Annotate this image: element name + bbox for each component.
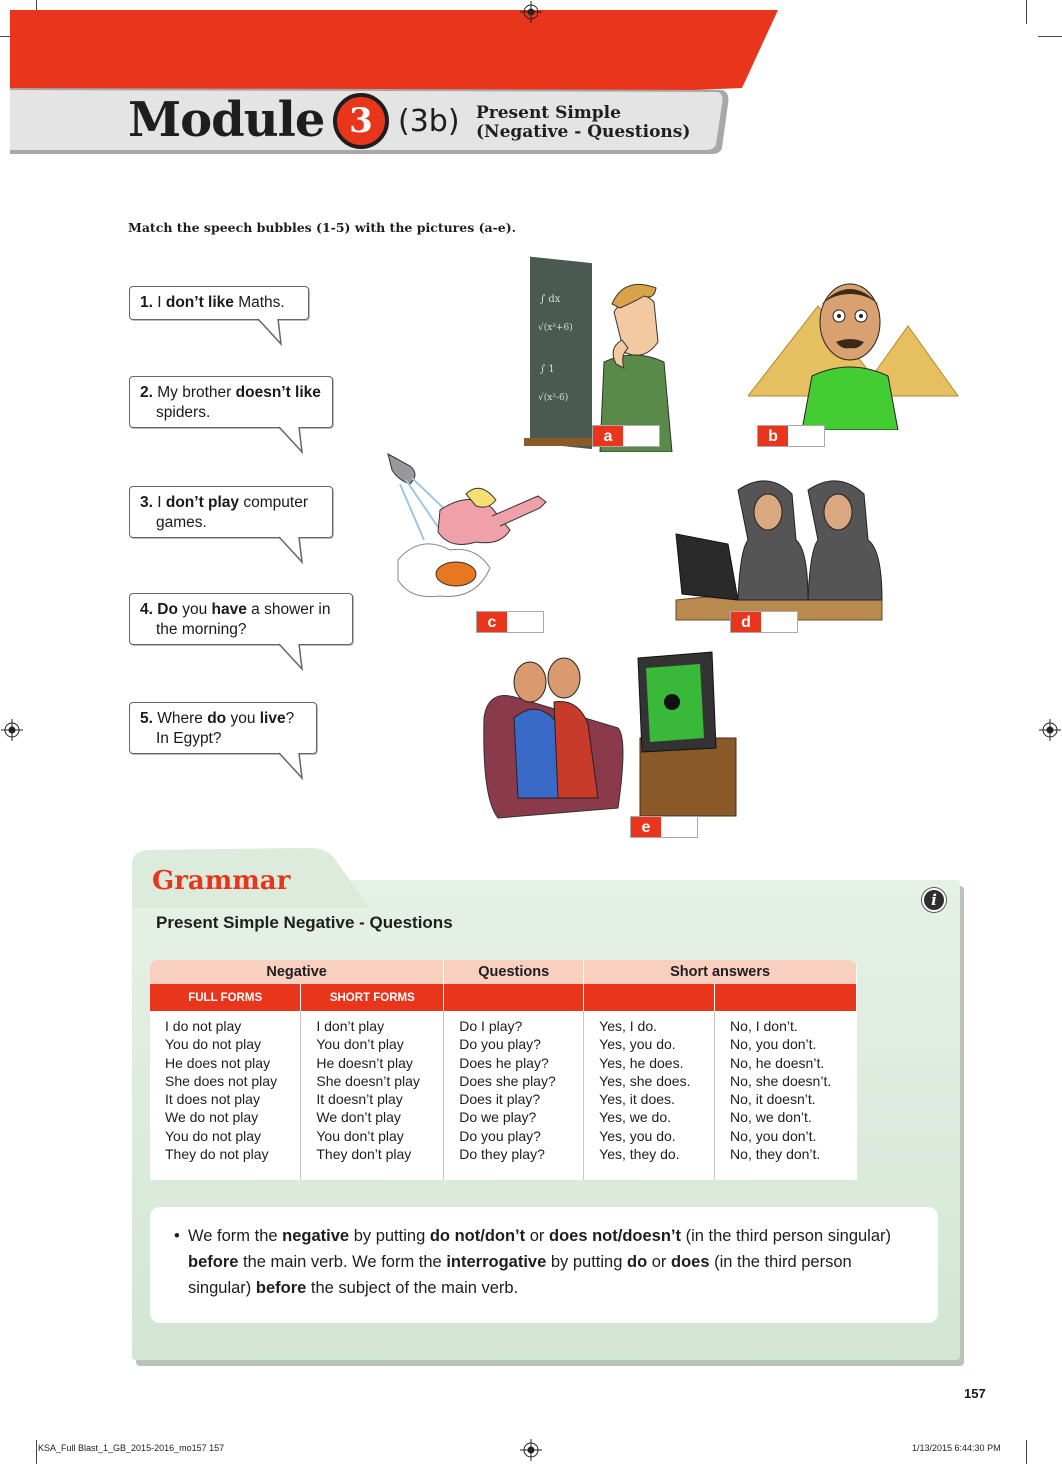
rule-keyword: before [188, 1253, 239, 1271]
table-cell-line: You do not play [165, 1036, 262, 1053]
module-number-badge: 3 [333, 93, 389, 149]
module-heading: Module [128, 92, 325, 148]
speech-bubble-1 [129, 286, 309, 320]
table-cell-line: They don’t play [316, 1146, 412, 1163]
bubble-keyword: don’t play [165, 494, 240, 511]
rule-text-run: the main verb. We form the [238, 1253, 447, 1271]
bubble-keyword: do [207, 710, 227, 727]
table-cell-line: Yes, it does. [599, 1091, 675, 1108]
bubble-number: 3. [140, 494, 153, 511]
grammar-heading: Grammar [152, 866, 291, 896]
subheader-empty [715, 984, 857, 1011]
speech-bubble-3 [129, 486, 333, 538]
bubble-keyword: don’t like [165, 294, 234, 311]
answer-field[interactable] [623, 426, 659, 446]
subheader-full-forms: FULL FORMS [150, 984, 301, 1011]
crop-mark [1026, 1440, 1027, 1464]
subheader-empty [444, 984, 584, 1011]
no-answers-column [715, 1011, 857, 1180]
exercise-instruction: Match the speech bubbles (1-5) with the pictures (a-e). [128, 220, 517, 235]
rule-text-run: (in the third person singular) [680, 1227, 892, 1245]
bubble-text-run: computer [239, 494, 308, 511]
subheader-short-forms: SHORT FORMS [301, 984, 444, 1011]
table-cell-line: They do not play [165, 1146, 269, 1163]
subheader-empty [584, 984, 715, 1011]
table-cell-line: Yes, we do. [599, 1109, 672, 1126]
table-cell-line: Does it play? [459, 1091, 541, 1108]
bubble-tail [277, 426, 307, 454]
rule-text-run: (in the third person singular) [188, 1253, 852, 1297]
table-cell-line: She does not play [165, 1072, 278, 1089]
table-cell-line: No, she doesn’t. [730, 1072, 832, 1089]
picture-a-illustration [524, 252, 674, 452]
grammar-rule-box [150, 1207, 938, 1323]
picture-label: c [477, 612, 507, 632]
table-cell-line: No, he doesn’t. [730, 1054, 825, 1071]
info-icon[interactable]: i [922, 888, 946, 912]
bubble-text-run: you [177, 601, 212, 618]
table-cell-line: No, it doesn’t. [730, 1091, 816, 1108]
bubble-text-run: you [226, 710, 260, 727]
bubble-text-run: Maths. [233, 294, 285, 311]
rule-text-run: or [647, 1253, 672, 1271]
table-cell-line: You do not play [165, 1127, 262, 1144]
rule-keyword: do not/don’t [429, 1227, 526, 1245]
picture-b-illustration [748, 266, 960, 430]
table-cell-line: Do I play? [459, 1018, 523, 1034]
bubble-text-run: ? [285, 710, 295, 727]
header-short-answers: Short answers [584, 960, 857, 984]
rule-keyword: does [671, 1253, 710, 1271]
table-cell-line: It does not play [165, 1091, 260, 1108]
table-cell-line: You don’t play [316, 1036, 404, 1053]
answer-field[interactable] [788, 426, 824, 446]
picture-label: b [758, 426, 788, 446]
table-cell-line: I don’t play [316, 1018, 385, 1034]
short-forms-column [301, 1011, 444, 1180]
bubble-keyword: Do [157, 601, 178, 618]
bubble-line-2: games. [156, 514, 207, 531]
svg-text:√(x²+6): √(x²+6) [538, 323, 573, 333]
table-cell-line: Do you play? [459, 1127, 541, 1144]
table-cell-line: Yes, you do. [599, 1036, 676, 1053]
answer-box-c[interactable] [476, 611, 544, 633]
registration-mark-icon [1038, 718, 1062, 742]
full-forms-column [150, 1011, 301, 1180]
table-cell-line: She doesn’t play [316, 1072, 420, 1089]
answer-field[interactable] [761, 612, 797, 632]
table-cell-line: Yes, he does. [599, 1054, 684, 1071]
crop-mark [36, 1440, 37, 1464]
registration-mark-icon [0, 718, 24, 742]
bubble-line-2: In Egypt? [156, 730, 222, 747]
svg-text:∫ dx: ∫ dx [540, 294, 561, 305]
bubble-keyword: have [211, 601, 247, 618]
rule-text-run: by putting [349, 1227, 430, 1245]
page-number: 157 [964, 1386, 986, 1401]
bubble-keyword: doesn’t like [235, 384, 321, 401]
header-questions: Questions [444, 960, 584, 984]
table-cell-line: No, they don’t. [730, 1146, 821, 1163]
bubble-text-run: My brother [152, 384, 236, 401]
lesson-title-line: Present Simple [476, 103, 621, 123]
bubble-number: 5. [140, 710, 153, 727]
speech-bubble-2 [129, 376, 333, 428]
rule-keyword: does not/doesn’t [548, 1227, 681, 1245]
rule-text-run: the subject of the main verb. [306, 1279, 519, 1297]
answer-box-e[interactable] [630, 816, 698, 838]
yes-answers-column [584, 1011, 715, 1180]
table-cell-line: Yes, she does. [599, 1072, 691, 1089]
bubble-number: 4. [140, 601, 153, 618]
picture-d-illustration [668, 470, 890, 630]
table-cell-line: We do not play [165, 1109, 259, 1126]
lesson-title [476, 104, 690, 142]
table-cell-line: You don’t play [316, 1127, 404, 1144]
bubble-text-run: Where [152, 710, 208, 727]
picture-label: d [731, 612, 761, 632]
picture-label: e [631, 817, 661, 837]
grammar-rule-text [174, 1223, 914, 1301]
table-cell-line: No, you don’t. [730, 1036, 817, 1053]
table-cell-line: No, you don’t. [730, 1127, 817, 1144]
table-cell-line: He doesn’t play [316, 1054, 413, 1071]
table-cell-line: I do not play [165, 1018, 242, 1034]
rule-keyword: before [255, 1279, 307, 1297]
bubble-text-run: a shower in [246, 601, 331, 618]
picture-e-illustration [478, 648, 740, 820]
bubble-keyword: live [259, 710, 286, 727]
table-cell-line: Does he play? [459, 1054, 549, 1071]
table-cell-line: Do we play? [459, 1109, 537, 1126]
table-cell-line: No, I don’t. [730, 1018, 798, 1034]
bubble-line-2: the morning? [156, 621, 247, 638]
answer-box-a[interactable] [592, 425, 660, 447]
grammar-table [150, 960, 857, 1180]
questions-column [444, 1011, 584, 1180]
bubble-text-run: I [152, 494, 166, 511]
print-slug-filename: KSA_Full Blast_1_GB_2015-2016_mo157 157 [38, 1443, 225, 1453]
table-cell-line: It doesn’t play [316, 1091, 403, 1108]
table-cell-line: He does not play [165, 1054, 271, 1071]
rule-text-run: by putting [546, 1253, 627, 1271]
registration-mark-icon [519, 1438, 543, 1462]
rule-keyword: interrogative [446, 1253, 547, 1271]
table-cell-line: Do you play? [459, 1036, 541, 1053]
table-cell-line: Does she play? [459, 1072, 556, 1089]
svg-text:√(x²-6): √(x²-6) [538, 393, 569, 403]
lesson-code: (3b) [398, 104, 460, 139]
bullet-icon: • [174, 1227, 180, 1245]
table-cell-line: Do they play? [459, 1146, 545, 1163]
table-cell-line: Yes, you do. [599, 1127, 676, 1144]
svg-text:∫ 1: ∫ 1 [540, 364, 555, 375]
table-cell-line: Yes, I do. [599, 1018, 658, 1034]
rule-keyword: do [627, 1253, 648, 1271]
bubble-text-run: I [152, 294, 166, 311]
table-cell-line: Yes, they do. [599, 1146, 680, 1163]
speech-bubble-5 [129, 702, 317, 754]
speech-bubble-4 [129, 593, 353, 645]
answer-box-b[interactable] [757, 425, 825, 447]
grammar-subtitle: Present Simple Negative - Questions [156, 913, 453, 932]
rule-text-run: or [525, 1227, 549, 1245]
header-negative: Negative [150, 960, 444, 984]
bubble-tail [277, 752, 307, 780]
bubble-tail [277, 536, 307, 564]
picture-label: a [593, 426, 623, 446]
table-cell-line: No, we don’t. [730, 1109, 812, 1126]
lesson-title-line: (Negative - Questions) [476, 122, 691, 142]
rule-text-run: We form the [188, 1227, 283, 1245]
answer-field[interactable] [661, 817, 697, 837]
answer-field[interactable] [507, 612, 543, 632]
picture-c-illustration [380, 450, 550, 610]
bubble-number: 2. [140, 384, 153, 401]
bubble-tail [256, 318, 286, 346]
answer-box-d[interactable] [730, 611, 798, 633]
bubble-tail [277, 643, 307, 671]
bubble-line-2: spiders. [156, 404, 211, 421]
bubble-number: 1. [140, 294, 153, 311]
print-slug-timestamp: 1/13/2015 6:44:30 PM [912, 1443, 1001, 1453]
table-cell-line: We don’t play [316, 1109, 401, 1126]
rule-keyword: negative [282, 1227, 350, 1245]
